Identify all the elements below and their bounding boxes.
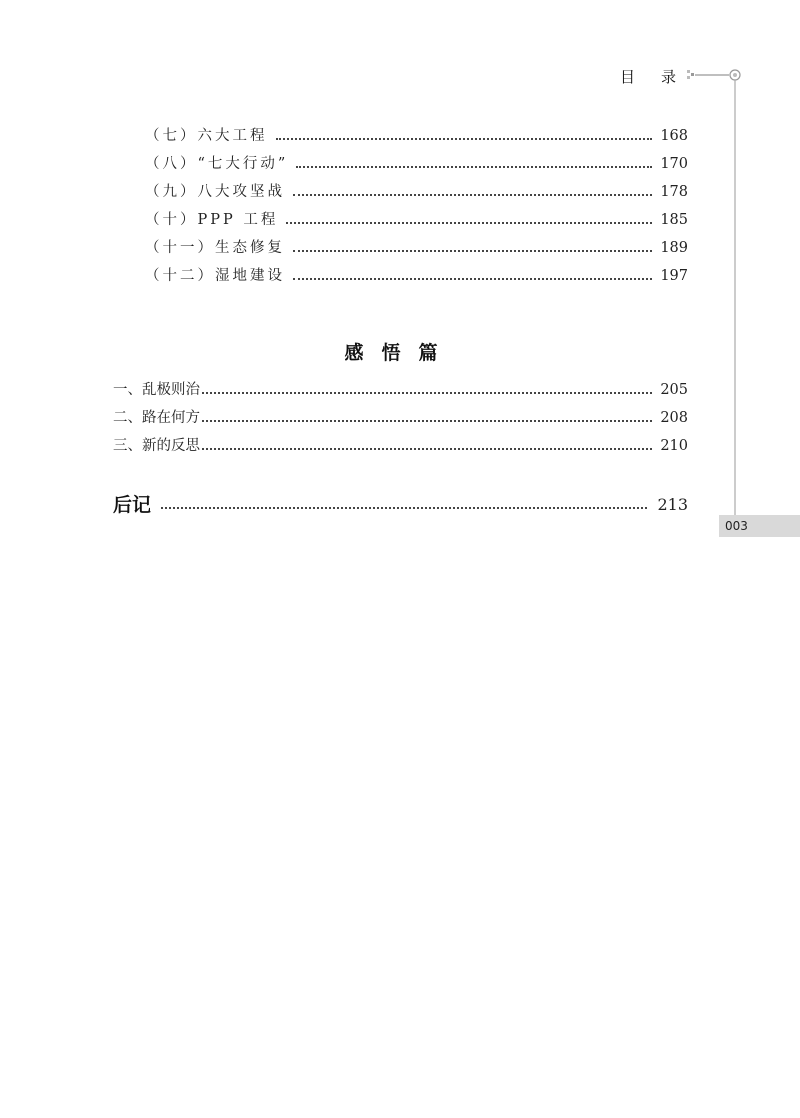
toc-entry[interactable] xyxy=(145,266,688,286)
toc-entry-page: 170 xyxy=(660,156,688,172)
toc-entry[interactable] xyxy=(145,182,688,202)
toc-entry-page: 178 xyxy=(660,184,688,200)
toc-entry-afterword[interactable] xyxy=(113,492,688,518)
toc-entry-page: 210 xyxy=(660,438,688,454)
toc-entry-page: 208 xyxy=(660,410,688,426)
toc-entry[interactable] xyxy=(145,154,688,174)
toc-entry-label: （十二）湿地建设 xyxy=(145,268,285,284)
toc-entry[interactable] xyxy=(113,408,688,428)
toc-entry[interactable] xyxy=(113,380,688,400)
leader-dots xyxy=(161,507,647,509)
leader-dots xyxy=(293,250,652,252)
toc-entry-label: 一、乱极则治 xyxy=(113,382,200,398)
toc-entry-label: （十一）生态修复 xyxy=(145,240,285,256)
toc-entry[interactable] xyxy=(145,126,688,146)
toc-entry-page: 205 xyxy=(660,382,688,398)
toc-entry-label: （九）八大攻坚战 xyxy=(145,184,285,200)
header-char-2: 录 xyxy=(661,68,677,86)
toc-entry-label: 三、新的反思 xyxy=(113,438,200,454)
toc-entry-label: （八）“七大行动” xyxy=(145,156,289,172)
leader-dots xyxy=(202,392,652,394)
leader-dots xyxy=(296,166,652,168)
page-number-tab: 003 xyxy=(719,515,800,537)
leader-dots xyxy=(202,448,652,450)
leader-dots xyxy=(293,278,652,280)
header-char-1: 目 xyxy=(620,68,636,86)
toc-entry[interactable] xyxy=(113,436,688,456)
leader-dots xyxy=(202,420,652,422)
toc-entry-page: 197 xyxy=(660,268,688,284)
toc-entry-page: 168 xyxy=(660,128,688,144)
toc-entry-label: （十）PPP 工程 xyxy=(145,212,279,228)
toc-entry-label: 二、路在何方 xyxy=(113,410,200,426)
toc-entry[interactable] xyxy=(145,238,688,258)
afterword-label: 后记 xyxy=(113,494,152,516)
afterword-page: 213 xyxy=(657,495,688,514)
leader-dots xyxy=(286,222,652,224)
toc-entry-page: 185 xyxy=(660,212,688,228)
section-title: 感悟篇 xyxy=(344,342,456,364)
toc-entry-label: （七）六大工程 xyxy=(145,128,268,144)
leader-dots xyxy=(293,194,652,196)
toc-entry[interactable] xyxy=(145,210,688,230)
leader-dots xyxy=(276,138,653,140)
toc-entry-page: 189 xyxy=(660,240,688,256)
